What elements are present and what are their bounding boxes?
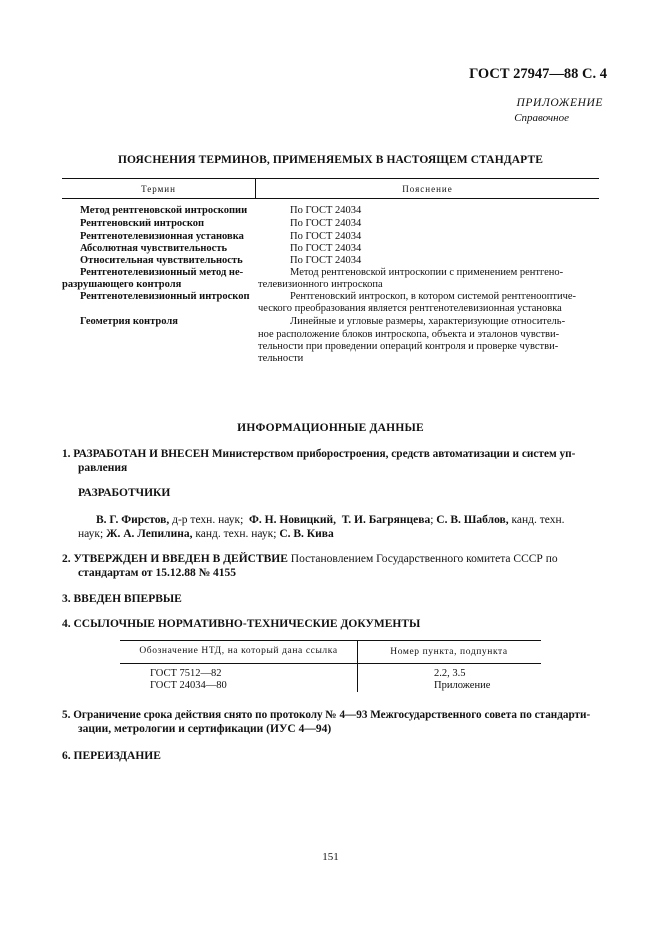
term-item: Рентгенотелевизионная установка	[80, 231, 244, 242]
developer-name: С. В. Шаблов,	[436, 514, 509, 526]
appendix-label: ПРИЛОЖЕНИЕ	[516, 97, 603, 109]
info-item-3: 3. ВВЕДЕН ВПЕРВЫЕ	[62, 593, 182, 605]
developer-separator: ;	[430, 514, 437, 526]
ref-table-col2-header: Номер пункта, подпункта	[390, 647, 508, 657]
table-header-rule	[62, 198, 599, 199]
ref-table-doc: ГОСТ 24034—80	[150, 680, 227, 691]
info-item-5-continuation: зации, метрологии и сертификации (ИУС 4—94)	[78, 723, 332, 735]
explanation-line: Рентгеновский интроскоп, в котором системой рентгенооптиче-	[290, 291, 577, 302]
explanation-line: ческого преобразования является рентгенотелевизионная установка	[258, 303, 562, 314]
developers-heading: РАЗРАБОТЧИКИ	[78, 487, 171, 499]
info-item-6: 6. ПЕРЕИЗДАНИЕ	[62, 750, 161, 762]
explanation-line: По ГОСТ 24034	[290, 243, 362, 254]
page-number: 151	[322, 851, 339, 863]
explanation-line: тельности при проведении операций контроля и проверке чувстви-	[258, 341, 559, 352]
developer-name: Т. И. Багрянцева	[341, 514, 431, 526]
info-item-5: 5. Ограничение срока действия снято по протоколу № 4—93 Межгосударственного совета по стандарти-	[62, 709, 591, 721]
developer-name: Ф. Н. Новицкий,	[249, 514, 336, 526]
explanation-line: По ГОСТ 24034	[290, 231, 362, 242]
info-item-2-continuation: стандартам от 15.12.88 № 4155	[78, 567, 237, 579]
term-item: разрушающего контроля	[62, 279, 182, 290]
info-item-4: 4. ССЫЛОЧНЫЕ НОРМАТИВНО-ТЕХНИЧЕСКИЕ ДОКУМЕНТЫ	[62, 618, 421, 630]
explanation-line: телевизионного интроскопа	[258, 279, 383, 290]
term-item: Рентгеновский интроскоп	[80, 218, 205, 229]
column-header-explanation: Пояснение	[402, 184, 453, 194]
term-item: Относительная чувствительность	[80, 255, 243, 266]
terms-section-title: ПОЯСНЕНИЯ ТЕРМИНОВ, ПРИМЕНЯЕМЫХ В НАСТОЯЩЕМ СТАНДАРТЕ	[118, 154, 543, 166]
column-header-term: Термин	[141, 184, 176, 194]
term-item: Геометрия контроля	[80, 316, 178, 327]
explanation-line: По ГОСТ 24034	[290, 205, 362, 216]
info-item-2-lead: 2. УТВЕРЖДЕН И ВВЕДЕН В ДЕЙСТВИЕ	[62, 553, 288, 565]
developer-degree: канд. техн.	[508, 514, 565, 526]
explanation-line: Метод рентгеновской интроскопии с применением рентгено-	[290, 267, 564, 278]
developer-name: Ж. А. Лепилина,	[106, 528, 193, 540]
table-column-divider	[255, 178, 256, 198]
info-section-title: ИНФОРМАЦИОННЫЕ ДАННЫЕ	[237, 422, 424, 434]
developer-name: В. Г. Фирстов,	[96, 514, 170, 526]
info-item-1: 1. РАЗРАБОТАН И ВНЕСЕН Министерством приборостроения, средств автоматизации и систем уп-	[62, 448, 576, 460]
developer-degree: наук;	[78, 528, 104, 540]
developer-degree: канд. техн. наук;	[192, 528, 277, 540]
developers-line-1	[96, 514, 565, 526]
ref-table-doc: ГОСТ 7512—82	[150, 668, 222, 679]
ref-table-column-divider	[357, 640, 358, 692]
ref-table-header-rule	[120, 663, 541, 664]
document-reference: ГОСТ 27947—88 С. 4	[469, 66, 607, 82]
term-item: Рентгенотелевизионный метод не-	[80, 267, 244, 278]
info-item-2	[62, 553, 558, 565]
explanation-line: Линейные и угловые размеры, характеризующие относитель-	[290, 316, 566, 327]
explanation-line: По ГОСТ 24034	[290, 255, 362, 266]
ref-table-top-rule	[120, 640, 541, 641]
appendix-type: Справочное	[514, 112, 569, 124]
explanation-line: тельности	[258, 353, 304, 364]
developers-line-2	[78, 528, 334, 540]
info-item-2-rest: Постановлением Государственного комитета СССР по	[287, 553, 558, 565]
developer-degree: д-р техн. наук;	[169, 514, 244, 526]
term-item: Метод рентгеновской интроскопии	[80, 205, 248, 216]
ref-table-clause: 2.2, 3.5	[434, 668, 466, 679]
ref-table-clause: Приложение	[434, 680, 491, 691]
ref-table-col1-header: Обозначение НТД, на который дана ссылка	[139, 646, 338, 656]
explanation-line: По ГОСТ 24034	[290, 218, 362, 229]
term-item: Абсолютная чувствительность	[80, 243, 228, 254]
table-top-rule	[62, 178, 599, 179]
info-item-1-continuation: равления	[78, 462, 128, 474]
developer-name: С. В. Кива	[279, 528, 334, 540]
explanation-line: ное расположение блоков интроскопа, объекта и эталонов чувстви-	[258, 329, 560, 340]
term-item: Рентгенотелевизионный интроскоп	[80, 291, 250, 302]
